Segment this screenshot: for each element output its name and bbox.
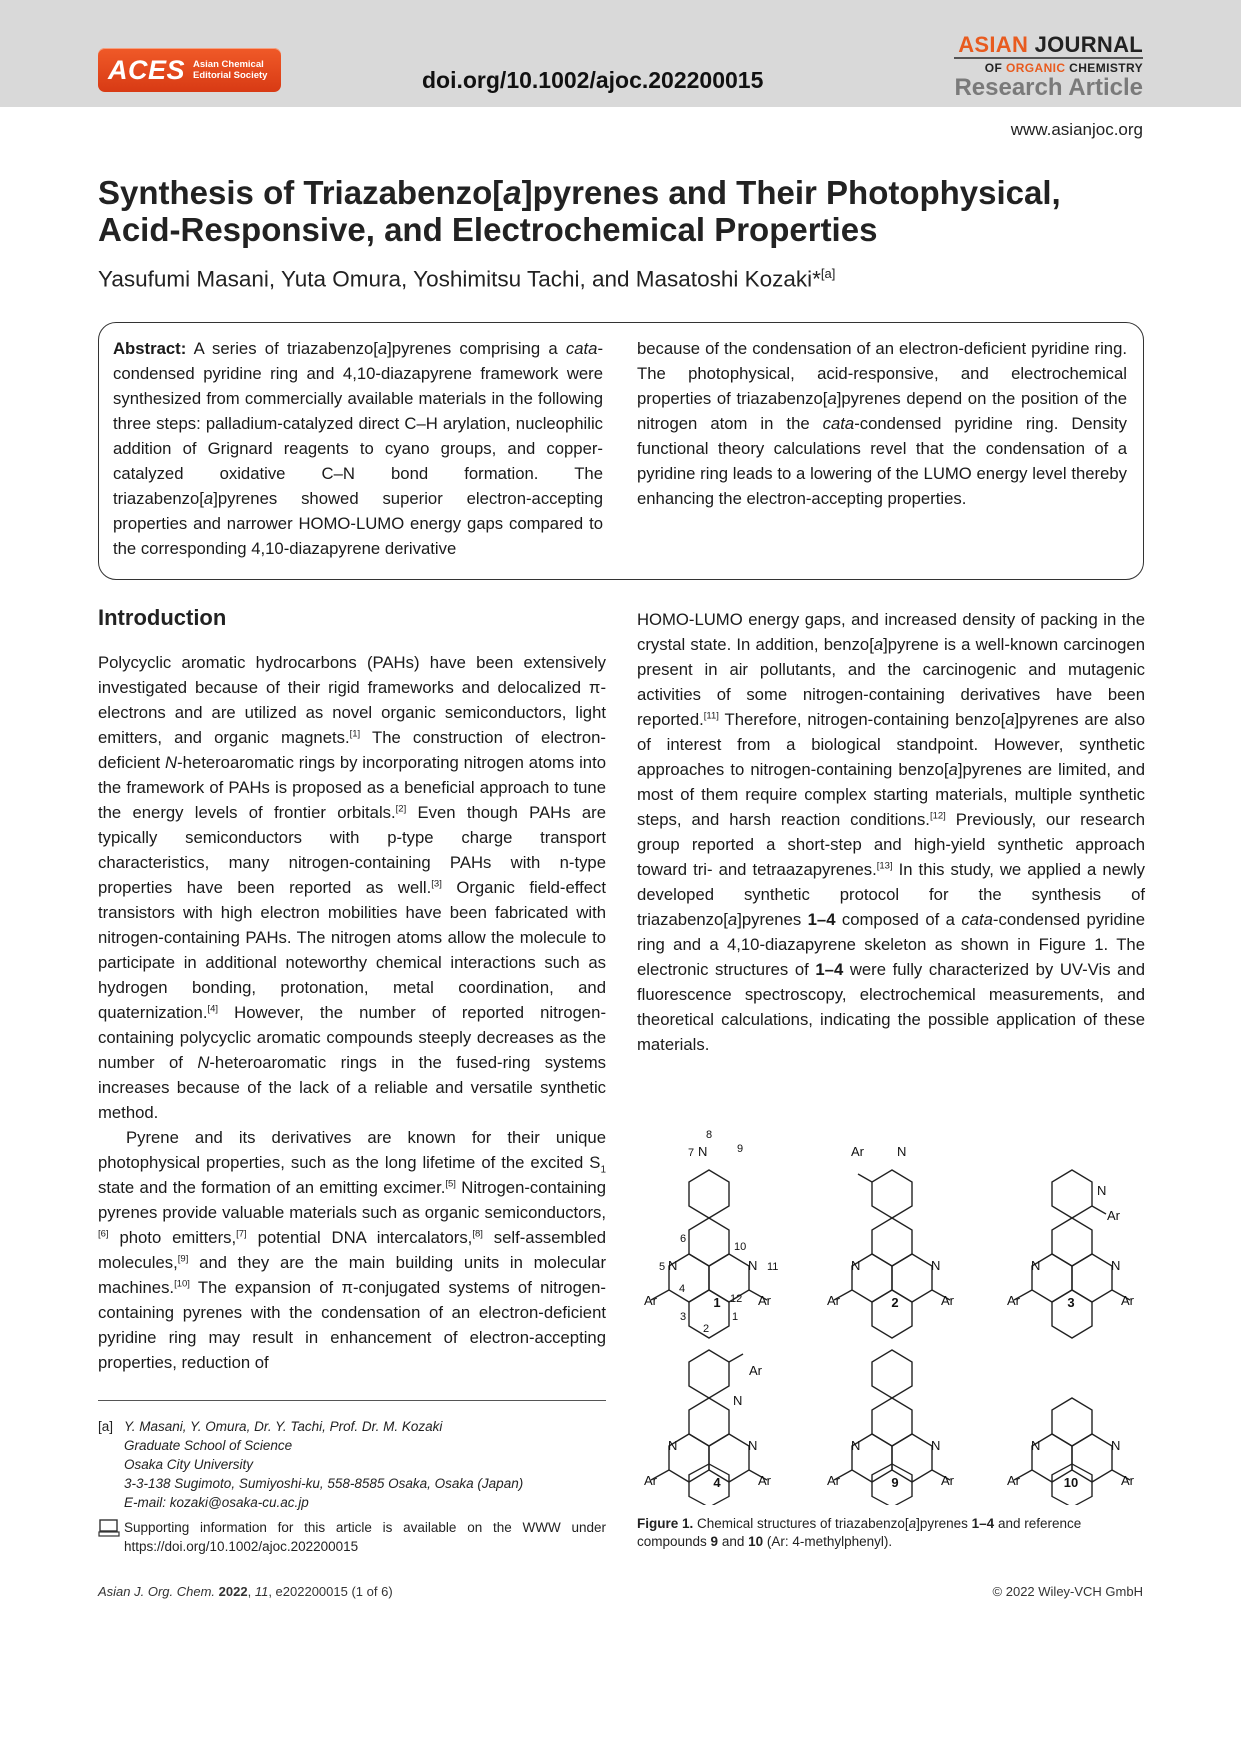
ar-label: Ar (749, 1363, 762, 1378)
journal-masthead: ASIAN JOURNAL OF ORGANIC CHEMISTRY Research Article (954, 32, 1143, 101)
ar-label: Ar (1107, 1208, 1120, 1223)
position-number: 3 (680, 1311, 687, 1323)
position-number: 12 (730, 1293, 743, 1305)
article-type: Research Article (954, 74, 1143, 101)
ar-label: Ar (941, 1293, 954, 1308)
atom-n-label: N (668, 1438, 678, 1453)
aces-logo[interactable] (98, 48, 281, 92)
position-number: 6 (680, 1233, 687, 1245)
intro-paragraph-1: Polycyclic aromatic hydrocarbons (PAHs) have been extensively investigated because of their rigid frameworks and delocalized π-electrons and are utilized as novel organic semiconductors, light emitters, and organic magnets.[1] The construction of electron-deficient N-heteroaromatic rings by incorporating nitrogen atoms into the framework of PAHs is proposed as a beneficial approach to tune the energy levels of frontier orbitals.[2] Even though PAHs are typically semiconductors with p-type charge transport characteristics, many nitrogen-containing PAHs with n-type properties have been reported as well.[3] Organic field-effect transistors with high electron mobilities have been fabricated with nitrogen-containing PAHs. The nitrogen atoms allow the molecule to participate in additional noteworthy chemical interactions such as hydrogen bonding, protonation, metal coordination, and quaternization.[4] However, the number of reported nitrogen-containing polycyclic aromatic compounds steeply decreases as the number of N-heteroaromatic rings in the fused-ring systems increases because of the lack of a reliable and versatile synthetic method. (98, 653, 606, 1122)
ar-label: Ar (827, 1473, 840, 1488)
computer-icon (98, 1519, 120, 1537)
citation-footer: Asian J. Org. Chem. 2022, 11, e202200015 (1 of 6) (98, 1584, 393, 1599)
position-number: 8 (706, 1129, 713, 1141)
ar-label: Ar (758, 1293, 771, 1308)
compound-label-1: 1 (713, 1295, 721, 1310)
position-number: 11 (767, 1261, 779, 1273)
structure-1 (651, 1170, 767, 1338)
compound-label-10: 10 (1063, 1475, 1079, 1490)
compound-label-9: 9 (891, 1475, 899, 1490)
ar-label: Ar (758, 1473, 771, 1488)
copyright-footer: © 2022 Wiley-VCH GmbH (992, 1584, 1143, 1599)
contact-email[interactable]: E-mail: kozaki@osaka-cu.ac.jp (124, 1495, 309, 1510)
atom-n-label: N (851, 1438, 861, 1453)
abstract-right-column: because of the condensation of an electron-deficient pyridine ring. The photophysical, acid-responsive, and electrochemical properties of triazabenzo[a]pyrenes depend on the position of the nitrogen atom in the cata-condensed pyridine ring. Density functional theory calculations revel that the condensation of a pyridine ring leads to a lowering of the LUMO energy level thereby enhancing the electron-accepting properties. (637, 339, 1127, 508)
footnote-tag: [a] (98, 1419, 114, 1434)
intro-right-column (637, 607, 1145, 1057)
abstract-label: Abstract: (113, 339, 187, 358)
article-title: Synthesis of Triazabenzo[a]pyrenes and Their Photophysical, Acid-Responsive, and Electrochemical Properties (98, 174, 1061, 248)
supporting-info-note (98, 1518, 606, 1556)
structure-2 (834, 1170, 950, 1338)
position-number: 2 (703, 1323, 710, 1335)
author-list: Yasufumi Masani, Yuta Omura, Yoshimitsu Tachi, and Masatoshi Kozaki*[a] (98, 266, 836, 292)
compound-label-2: 2 (891, 1295, 899, 1310)
position-number: 5 (659, 1261, 666, 1273)
ar-label: Ar (827, 1293, 840, 1308)
structure-3 (1014, 1170, 1130, 1338)
intro-paragraph-3: HOMO-LUMO energy gaps, and increased density of packing in the crystal state. In addition, benzo[a]pyrene is a well-known carcinogen present in air pollutants, and the carcinogenic and mutagenic activities of some nitrogen-containing derivatives have been reported.[11] Therefore, nitrogen-containing benzo[a]pyrenes are also of interest from a biological standpoint. However, synthetic approaches to nitrogen-containing benzo[a]pyrenes are limited, and most of them require complex starting materials, multiple synthetic steps, and harsh reaction conditions.[12] Previously, our research group reported a short-step and high-yield synthetic approach toward tri- and tetraazapyrenes.[13] In this study, we applied a newly developed synthetic protocol for the synthesis of triazabenzo[a]pyrenes 1–4 composed of a cata-condensed pyridine ring and a 4,10-diazapyrene skeleton as shown in Figure 1. The electronic structures of 1–4 were fully characterized by UV-Vis and fluorescence spectroscopy, electrochemical measurements, and theoretical calculations, indicating the possible application of these materials. (637, 610, 1145, 1054)
ar-label: Ar (1007, 1293, 1020, 1308)
figure-1-caption: Figure 1. Chemical structures of triazabenzo[a]pyrenes 1–4 and reference compounds 9 and 10 (Ar: 4-methylphenyl). (637, 1516, 1082, 1549)
ar-label: Ar (1007, 1473, 1020, 1488)
atom-n-label: N (851, 1258, 861, 1273)
intro-left-column (98, 607, 606, 1375)
compound-label-4: 4 (713, 1475, 721, 1490)
compound-label-3: 3 (1067, 1295, 1075, 1310)
position-number: 4 (679, 1283, 686, 1295)
intro-paragraph-2: Pyrene and its derivatives are known for their unique photophysical properties, such as the long lifetime of the excited $S_1$ state and the formation of an emitting excimer.[5] Nitrogen-containing pyrenes provide valuable materials such as organic semiconductors,[6] photo emitters,[7] potential DNA intercalators,[8] self-assembled molecules,[9] and they are the main building units in molecular machines.[10] The expansion of π-conjugated systems of nitrogen-containing pyrenes with the condensation of an electron-deficient pyridine ring may result in enhancement of electron-accepting properties, reduction of (98, 1128, 606, 1372)
atom-n-label: N (1031, 1438, 1041, 1453)
aces-logo-subtitle: Asian Chemical Editorial Society (193, 59, 268, 81)
atom-n-label: N (1111, 1258, 1121, 1273)
ar-label: Ar (941, 1473, 954, 1488)
ar-label: Ar (851, 1144, 864, 1159)
footnote-rule (98, 1400, 606, 1401)
position-number: 10 (734, 1241, 747, 1253)
section-heading-introduction: Introduction (98, 605, 227, 630)
atom-n-label: N (748, 1258, 758, 1273)
atom-n-label: N (748, 1438, 758, 1453)
abstract-left-column: Abstract: A series of triazabenzo[a]pyrenes comprising a cata-condensed pyridine ring and 4,10-diazapyrene framework were synthesized from commercially available materials in the following three steps: palladium-catalyzed direct C–H arylation, nucleophilic addition of Grignard reagents to cyano groups, and copper-catalyzed oxidative C–N bond formation. The triazabenzo[a]pyrenes showed superior electron-accepting properties and narrower HOMO-LUMO energy gaps compared to the corresponding 4,10-diazapyrene derivative (113, 339, 603, 558)
figure-1-structures (637, 1120, 1142, 1505)
ar-label: Ar (1121, 1293, 1134, 1308)
atom-n-label: N (931, 1258, 941, 1273)
atom-n-label: N (931, 1438, 941, 1453)
atom-n-label: N (668, 1258, 678, 1273)
atom-n-label: N (733, 1393, 743, 1408)
supporting-info-text[interactable]: Supporting information for this article is available on the WWW under https://doi.org/10.1002/ajoc.202200015 (124, 1520, 606, 1554)
atom-n-label: N (897, 1144, 907, 1159)
ar-label: Ar (644, 1473, 657, 1488)
aces-logo-word: ACES (108, 54, 186, 85)
atom-n-label: N (1031, 1258, 1041, 1273)
position-number: 1 (732, 1311, 739, 1323)
position-number: 9 (737, 1143, 744, 1155)
affiliation-footnote: [a] Y. Masani, Y. Omura, Dr. Y. Tachi, Prof. Dr. M. Kozaki Graduate School of Science Osaka City University 3-3-138 Sugimoto, Sumiyoshi-ku, 558-8585 Osaka, Osaka (Japan) E-mail: kozaki@osaka-cu.ac.jp (98, 1417, 606, 1512)
atom-n-label: N (698, 1144, 708, 1159)
position-number: 7 (688, 1147, 695, 1159)
ar-label: Ar (1121, 1473, 1134, 1488)
doi-link[interactable]: doi.org/10.1002/ajoc.202200015 (422, 67, 764, 93)
journal-website[interactable]: www.asianjoc.org (1010, 120, 1143, 139)
atom-n-label: N (1111, 1438, 1121, 1453)
atom-n-label: N (1097, 1183, 1107, 1198)
ar-label: Ar (644, 1293, 657, 1308)
